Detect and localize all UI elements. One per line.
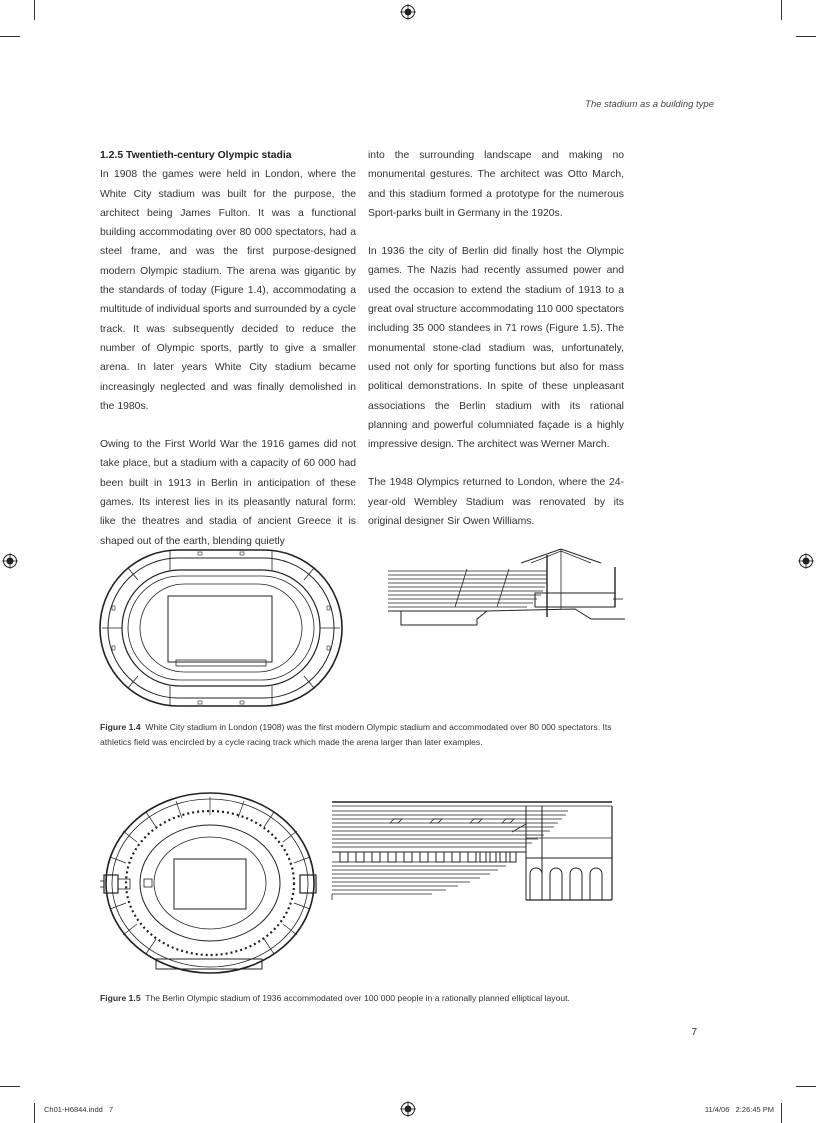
paragraph: In 1936 the city of Berlin did finally host the Olympic games. The Nazis had recently assumed power and used the occasion to extend the stadium of 1913 to a great oval structure accommodating 110 000 spectators including 35 000 standees in 71 rows (Figure 1.5). The monumental stone-clad stadium was, unfortunately, used not only for sporting functions but also for mass political demonstrations. In spite of these unpleasant associations the Berlin stadium with its rational planning and powerful columniated façade is a highly impressive design. The architect was Werner March. bbox=[368, 246, 624, 451]
registration-mark-icon bbox=[400, 1101, 416, 1117]
crop-mark bbox=[0, 36, 20, 37]
figure-caption bbox=[100, 991, 620, 1006]
berlin-stadium-section-drawing bbox=[330, 800, 614, 960]
white-city-plan-drawing bbox=[98, 548, 344, 708]
figure-label: Figure 1.4 bbox=[100, 722, 141, 732]
paragraph: The 1948 Olympics returned to London, where the 24-year-old Wembley Stadium was renovated by its original designer Sir Owen Williams. bbox=[368, 477, 624, 528]
crop-mark bbox=[781, 1103, 782, 1123]
crop-mark bbox=[796, 1086, 816, 1087]
crop-mark bbox=[0, 1086, 20, 1087]
caption-text: White City stadium in London (1908) was the first modern Olympic stadium and accommodated over 80 000 spectators. Its athletics field was encircled by a cycle racing track which made the arena larger than later examples. bbox=[100, 722, 612, 747]
berlin-stadium-plan-drawing bbox=[96, 787, 328, 977]
white-city-section-drawing bbox=[385, 545, 627, 635]
caption-text: The Berlin Olympic stadium of 1936 accommodated over 100 000 people in a rationally planned elliptical layout. bbox=[145, 993, 570, 1003]
slug-timestamp: 11/4/06 2:26:45 PM bbox=[704, 1105, 774, 1114]
figure-caption bbox=[100, 720, 620, 749]
crop-mark bbox=[34, 0, 35, 20]
registration-mark-icon bbox=[798, 553, 814, 569]
right-column bbox=[368, 146, 624, 550]
crop-mark bbox=[34, 1103, 35, 1123]
paragraph: In 1908 the games were held in London, where the White City stadium was built for the purpose, the architect being James Fulton. It was a functional building accommodating over 80 000 spectators, had a steel frame, and was the first purpose-designed modern Olympic stadium. The arena was gigantic by the standards of today (Figure 1.4), accommodating a multitude of individual sports and surrounded by a cycle track. It was subsequently decided to reduce the number of Olympic sports, partly to give a smaller arena. In later years White City stadium became increasingly neglected and was finally demolished in the 1980s. bbox=[100, 169, 356, 412]
running-title: The stadium as a building type bbox=[585, 99, 714, 110]
crop-mark bbox=[796, 36, 816, 37]
registration-mark-icon bbox=[2, 553, 18, 569]
section-heading: 1.2.5 Twentieth-century Olympic stadia bbox=[100, 150, 292, 161]
slug-filename: Ch01-H6844.indd 7 bbox=[44, 1105, 114, 1114]
crop-mark bbox=[781, 0, 782, 20]
paragraph: Owing to the First World War the 1916 games did not take place, but a stadium with a capacity of 60 000 had been built in 1913 in Berlin in anticipation of these games. Its interest lies in its pleasantly natural form: like the theatres and stadia of ancient Greece it is shaped out of the earth, blending quietly bbox=[100, 439, 356, 547]
paragraph: into the surrounding landscape and making no monumental gestures. The architect was Otto March, and this stadium formed a prototype for the numerous Sport-parks built in Germany in the 1920s. bbox=[368, 150, 624, 219]
registration-mark-icon bbox=[400, 4, 416, 20]
figure-label: Figure 1.5 bbox=[100, 993, 141, 1003]
page-number: 7 bbox=[691, 1027, 697, 1038]
left-column bbox=[100, 146, 356, 570]
